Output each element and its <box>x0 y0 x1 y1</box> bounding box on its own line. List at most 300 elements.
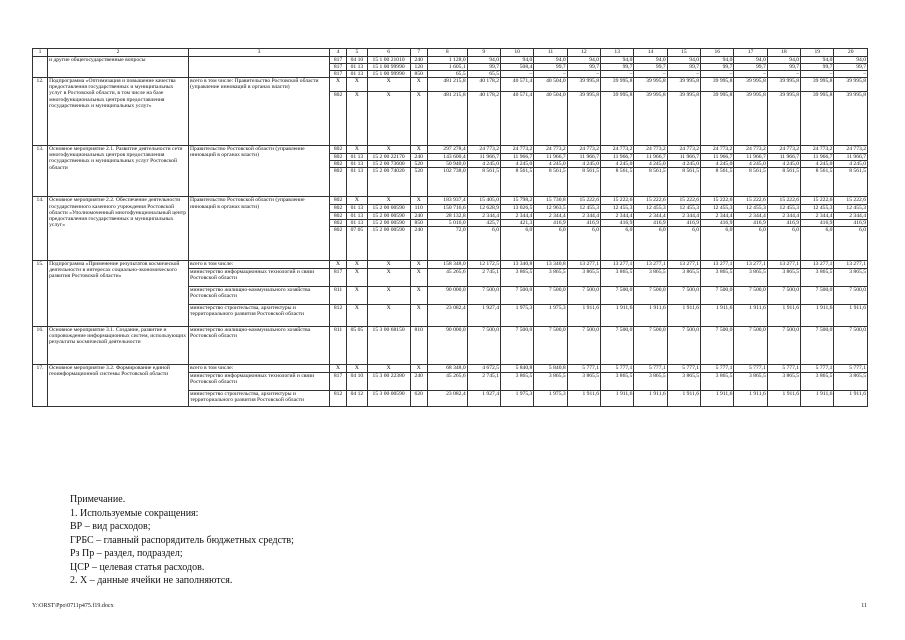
code-cell: X <box>329 260 346 268</box>
responsible-executor: министерство жилищно-коммунального хозяйства Ростовской области <box>189 326 330 364</box>
header-cell: 16 <box>701 49 734 57</box>
responsible-executor: всего в том числе: <box>189 260 330 268</box>
amount-cell: 2 344,4 <box>767 212 800 219</box>
amount-cell: 6,0 <box>667 226 700 260</box>
amount-cell: 39 995,8 <box>667 78 700 92</box>
amount-cell: 13 277,1 <box>834 260 868 268</box>
amount-cell: 8 561,5 <box>834 168 868 197</box>
amount-cell: 90 000,0 <box>427 326 467 364</box>
amount-cell: 3 865,5 <box>734 268 767 286</box>
header-cell: 2 <box>48 49 189 57</box>
amount-cell: 72,0 <box>427 226 467 260</box>
header-cell: 17 <box>734 49 767 57</box>
amount-cell: 90 000,0 <box>427 286 467 304</box>
amount-cell: 425,7 <box>467 219 500 226</box>
amount-cell: 13 277,1 <box>701 260 734 268</box>
amount-cell: 158 348,0 <box>427 260 467 268</box>
amount-cell: 94,0 <box>801 57 834 64</box>
code-cell: X <box>410 197 427 205</box>
row-number: 15. <box>33 260 48 326</box>
code-cell: X <box>367 260 410 268</box>
code-cell: 802 <box>329 219 346 226</box>
amount-cell: 65,5 <box>467 71 500 78</box>
notes-title: Примечание. <box>70 494 126 505</box>
amount-cell: 11 966,7 <box>834 154 868 161</box>
amount-cell: 99,7 <box>767 64 800 71</box>
amount-cell: 416,9 <box>667 219 700 226</box>
code-cell: X <box>347 268 367 286</box>
code-cell: 04 10 <box>347 372 367 390</box>
code-cell: 15 3 00 22380 <box>367 372 410 390</box>
amount-cell: 5 840,8 <box>501 364 534 372</box>
note-line: 2. Х – данные ячейки не заполняются. <box>70 575 233 586</box>
amount-cell: 7 500,0 <box>567 286 600 304</box>
amount-cell: 1 927,4 <box>467 304 500 326</box>
amount-cell: 7 500,0 <box>534 286 567 304</box>
amount-cell: – <box>767 71 800 78</box>
amount-cell: 11 966,7 <box>601 154 634 161</box>
header-cell: 6 <box>367 49 410 57</box>
notes-block <box>70 493 294 588</box>
amount-cell: 11 966,7 <box>567 154 600 161</box>
amount-cell: 8 561,5 <box>534 168 567 197</box>
amount-cell: 7 500,0 <box>667 286 700 304</box>
amount-cell: 40 571,4 <box>501 78 534 92</box>
amount-cell: 8 561,5 <box>567 168 600 197</box>
responsible-executor: Правительство Ростовской области (управление инноваций в органах власти) <box>189 146 330 197</box>
amount-cell: 1 975,3 <box>534 304 567 326</box>
amount-cell: 50 940,0 <box>427 161 467 168</box>
amount-cell: 2 344,4 <box>834 212 868 219</box>
amount-cell: 1 911,6 <box>667 390 700 406</box>
amount-cell: 99,7 <box>467 64 500 71</box>
header-cell: 13 <box>601 49 634 57</box>
amount-cell: 40 571,4 <box>501 92 534 146</box>
amount-cell: 15 222,6 <box>734 197 767 205</box>
code-cell: X <box>367 92 410 146</box>
amount-cell: 65,5 <box>427 71 467 78</box>
amount-cell: 6,0 <box>734 226 767 260</box>
amount-cell: 2 344,4 <box>801 212 834 219</box>
amount-cell: 416,9 <box>767 219 800 226</box>
header-cell: 9 <box>467 49 500 57</box>
row-number <box>33 57 48 78</box>
amount-cell: 11 966,7 <box>801 154 834 161</box>
amount-cell: – <box>534 71 567 78</box>
code-cell: 01 13 <box>347 205 367 212</box>
code-cell: X <box>367 286 410 304</box>
header-row <box>33 49 868 57</box>
code-cell: X <box>367 364 410 372</box>
code-cell: 15 2 00 74020 <box>367 168 410 197</box>
code-cell: 120 <box>410 64 427 71</box>
amount-cell: 13 340,8 <box>534 260 567 268</box>
amount-cell: 39 995,8 <box>801 78 834 92</box>
amount-cell: – <box>701 71 734 78</box>
amount-cell: 1 605,1 <box>427 64 467 71</box>
code-cell: 15 2 00 00590 <box>367 212 410 219</box>
code-cell: 802 <box>329 146 346 154</box>
amount-cell: 24 773,2 <box>534 146 567 154</box>
amount-cell: 7 500,0 <box>501 286 534 304</box>
amount-cell: 5 777,1 <box>767 364 800 372</box>
code-cell: 520 <box>410 168 427 197</box>
amount-cell: 94,0 <box>601 57 634 64</box>
code-cell: 812 <box>329 390 346 406</box>
amount-cell: 94,0 <box>634 57 667 64</box>
code-cell: X <box>410 286 427 304</box>
amount-cell: 3 865,5 <box>634 372 667 390</box>
amount-cell: 15 405,0 <box>467 197 500 205</box>
amount-cell: 7 500,0 <box>667 326 700 364</box>
amount-cell: 4 245,0 <box>701 161 734 168</box>
amount-cell: 481 215,8 <box>427 92 467 146</box>
amount-cell: 15 222,6 <box>667 197 700 205</box>
responsible-executor: министерство строительства, архитектуры и территориального развития Ростовской области <box>189 304 330 326</box>
amount-cell: 5 016,0 <box>427 219 467 226</box>
amount-cell: 1 911,6 <box>767 304 800 326</box>
code-cell: 817 <box>329 71 346 78</box>
amount-cell: – <box>734 71 767 78</box>
code-cell: 15 2 00 00590 <box>367 226 410 260</box>
code-cell: 240 <box>410 372 427 390</box>
code-cell: 04 12 <box>347 390 367 406</box>
amount-cell: 12 963,5 <box>534 205 567 212</box>
amount-cell: 7 500,0 <box>701 286 734 304</box>
amount-cell: 15 222,6 <box>767 197 800 205</box>
amount-cell: 8 561,5 <box>767 168 800 197</box>
amount-cell: 39 995,8 <box>834 92 868 146</box>
amount-cell: 7 500,0 <box>834 326 868 364</box>
amount-cell: 94,0 <box>467 57 500 64</box>
note-line: 1. Используемые сокращения: <box>70 507 199 519</box>
code-cell: 817 <box>329 64 346 71</box>
amount-cell: 416,9 <box>534 219 567 226</box>
amount-cell: 45 265,6 <box>427 372 467 390</box>
code-cell: 812 <box>329 304 346 326</box>
amount-cell: 1 911,6 <box>634 304 667 326</box>
amount-cell: 8 561,5 <box>501 168 534 197</box>
code-cell: X <box>347 364 367 372</box>
amount-cell: 39 995,8 <box>667 92 700 146</box>
amount-cell: 15 222,6 <box>801 197 834 205</box>
header-cell: 4 <box>329 49 346 57</box>
amount-cell: – <box>801 71 834 78</box>
amount-cell: 4 245,0 <box>801 161 834 168</box>
header-cell: 19 <box>801 49 834 57</box>
amount-cell: 143 600,4 <box>427 154 467 161</box>
measure-name: Основное мероприятие 2.1. Развитие деятельности сети многофункциональных центров предоставления государственных и муниципальных услуг Ростовской области <box>48 146 189 197</box>
amount-cell: 7 500,0 <box>734 286 767 304</box>
amount-cell: 8 561,5 <box>667 168 700 197</box>
amount-cell: 3 865,5 <box>834 268 868 286</box>
header-cell: 14 <box>634 49 667 57</box>
amount-cell: 13 277,1 <box>634 260 667 268</box>
amount-cell: 5 777,1 <box>601 364 634 372</box>
amount-cell: 94,0 <box>667 57 700 64</box>
amount-cell: 24 773,2 <box>601 146 634 154</box>
amount-cell: 13 277,1 <box>601 260 634 268</box>
amount-cell: 7 500,0 <box>801 326 834 364</box>
amount-cell: 15 798,2 <box>501 197 534 205</box>
row-number: 14. <box>33 197 48 260</box>
amount-cell: 24 773,2 <box>467 146 500 154</box>
code-cell: 811 <box>329 326 346 364</box>
amount-cell: 39 995,8 <box>767 78 800 92</box>
amount-cell: 99,7 <box>801 64 834 71</box>
amount-cell: 4 245,0 <box>767 161 800 168</box>
code-cell: 15 1 00 99990 <box>367 71 410 78</box>
budget-table <box>32 48 868 407</box>
amount-cell: 3 865,5 <box>501 372 534 390</box>
amount-cell: 1 911,6 <box>567 304 600 326</box>
amount-cell: 39 995,8 <box>801 92 834 146</box>
amount-cell: 1 975,3 <box>534 390 567 406</box>
footer-file-path: Y:\ORST\Ppo\0711p475.f19.docx <box>32 603 114 609</box>
amount-cell: 7 500,0 <box>734 326 767 364</box>
code-cell: 811 <box>329 286 346 304</box>
amount-cell: 13 277,1 <box>801 260 834 268</box>
amount-cell: 12 455,3 <box>834 205 868 212</box>
amount-cell: 6,0 <box>567 226 600 260</box>
amount-cell: 1 911,6 <box>634 390 667 406</box>
header-cell: 12 <box>567 49 600 57</box>
code-cell: 07 05 <box>347 226 367 260</box>
amount-cell: 1 911,6 <box>701 390 734 406</box>
amount-cell: 8 561,5 <box>734 168 767 197</box>
code-cell: X <box>367 268 410 286</box>
amount-cell: 1 911,6 <box>834 304 868 326</box>
amount-cell: 4 245,0 <box>567 161 600 168</box>
code-cell: 01 13 <box>347 212 367 219</box>
code-cell: 850 <box>410 71 427 78</box>
code-cell: 240 <box>410 212 427 219</box>
amount-cell: 6,0 <box>801 226 834 260</box>
amount-cell: 15 730,8 <box>534 197 567 205</box>
amount-cell: 6,0 <box>834 226 868 260</box>
amount-cell: – <box>601 71 634 78</box>
amount-cell: 7 500,0 <box>634 326 667 364</box>
amount-cell: 7 500,0 <box>501 326 534 364</box>
code-cell: X <box>347 197 367 205</box>
amount-cell: 13 277,1 <box>767 260 800 268</box>
note-line: Рз Пр – раздел, подраздел; <box>70 548 183 559</box>
amount-cell: 94,0 <box>534 57 567 64</box>
amount-cell: 8 561,5 <box>701 168 734 197</box>
amount-cell: 99,7 <box>601 64 634 71</box>
code-cell: 802 <box>329 92 346 146</box>
amount-cell: 3 865,5 <box>767 372 800 390</box>
amount-cell: 99,7 <box>701 64 734 71</box>
amount-cell: 1 911,6 <box>567 390 600 406</box>
measure-name: Основное мероприятие 3.2. Формирование единой геоинформационной системы Ростовской области <box>48 364 189 406</box>
code-cell: 05 05 <box>347 326 367 364</box>
amount-cell: 150 716,6 <box>427 205 467 212</box>
code-cell: 15 1 00 21010 <box>367 57 410 64</box>
measure-name: Подпрограмма «Оптимизация и повышение качества предоставления государственных и муниципальных услуг в Ростовской области, в том числе на базе многофункциональных центров предоставления государственных и муниципальных услуг» <box>48 78 189 146</box>
code-cell: X <box>347 304 367 326</box>
table-row <box>33 326 868 364</box>
amount-cell: 6,0 <box>634 226 667 260</box>
amount-cell: 416,9 <box>567 219 600 226</box>
amount-cell: 4 672,5 <box>467 364 500 372</box>
amount-cell: 1 911,6 <box>801 390 834 406</box>
amount-cell: 40 178,2 <box>467 78 500 92</box>
amount-cell: 99,7 <box>834 64 868 71</box>
amount-cell: 39 995,8 <box>734 78 767 92</box>
amount-cell: 1 911,6 <box>767 390 800 406</box>
amount-cell: 4 245,0 <box>601 161 634 168</box>
amount-cell: 13 277,1 <box>567 260 600 268</box>
code-cell: X <box>329 78 346 92</box>
amount-cell: 7 500,0 <box>801 286 834 304</box>
amount-cell: 6,0 <box>501 226 534 260</box>
amount-cell: 39 995,8 <box>634 78 667 92</box>
amount-cell: 94,0 <box>734 57 767 64</box>
amount-cell: 13 277,1 <box>734 260 767 268</box>
amount-cell: 12 455,3 <box>667 205 700 212</box>
amount-cell: 6,0 <box>534 226 567 260</box>
responsible-executor: министерство информационных технологий и связи Ростовской области <box>189 372 330 390</box>
amount-cell: 4 245,0 <box>734 161 767 168</box>
amount-cell: 12 455,3 <box>701 205 734 212</box>
amount-cell: 94,0 <box>767 57 800 64</box>
amount-cell: 7 500,0 <box>834 286 868 304</box>
amount-cell: 39 995,8 <box>834 78 868 92</box>
amount-cell: 24 773,2 <box>567 146 600 154</box>
amount-cell: 7 500,0 <box>634 286 667 304</box>
amount-cell: 12 172,5 <box>467 260 500 268</box>
amount-cell: 2 344,4 <box>634 212 667 219</box>
code-cell: X <box>367 78 410 92</box>
amount-cell: 3 865,5 <box>701 372 734 390</box>
amount-cell: 6,0 <box>467 226 500 260</box>
amount-cell: 94,0 <box>701 57 734 64</box>
measure-name: Подпрограмма «Применение результатов космической деятельности в интересах социально-экономического развития Ростовской области» <box>48 260 189 326</box>
code-cell: X <box>367 304 410 326</box>
amount-cell: 99,7 <box>667 64 700 71</box>
amount-cell: 7 500,0 <box>767 286 800 304</box>
amount-cell: 11 966,7 <box>534 154 567 161</box>
amount-cell: 4 245,0 <box>501 161 534 168</box>
header-cell: 1 <box>33 49 48 57</box>
amount-cell: 12 455,3 <box>767 205 800 212</box>
amount-cell: 3 865,5 <box>734 372 767 390</box>
amount-cell: 3 865,5 <box>801 372 834 390</box>
amount-cell: 416,9 <box>634 219 667 226</box>
code-cell: X <box>347 260 367 268</box>
code-cell: 802 <box>329 226 346 260</box>
amount-cell: 23 082,4 <box>427 304 467 326</box>
amount-cell: 12 455,3 <box>634 205 667 212</box>
amount-cell: 24 773,2 <box>767 146 800 154</box>
responsible-executor: всего в том числе: Правительство Ростовской области (управление инноваций в органах власти) <box>189 78 330 146</box>
amount-cell: 11 966,7 <box>734 154 767 161</box>
code-cell: 15 1 00 99990 <box>367 64 410 71</box>
amount-cell: 102 738,0 <box>427 168 467 197</box>
amount-cell: 3 865,5 <box>567 268 600 286</box>
code-cell: 850 <box>410 219 427 226</box>
table-row <box>33 364 868 372</box>
code-cell: 802 <box>329 205 346 212</box>
page-number: 11 <box>861 603 867 609</box>
amount-cell: 15 222,6 <box>834 197 868 205</box>
code-cell: 520 <box>410 161 427 168</box>
amount-cell: 13 340,8 <box>501 260 534 268</box>
amount-cell: 2 344,4 <box>567 212 600 219</box>
amount-cell: 11 966,7 <box>634 154 667 161</box>
code-cell: X <box>410 268 427 286</box>
amount-cell: 13 026,5 <box>501 205 534 212</box>
amount-cell: 3 865,5 <box>634 268 667 286</box>
code-cell: 802 <box>329 212 346 219</box>
amount-cell: 3 865,5 <box>701 268 734 286</box>
amount-cell: 5 777,1 <box>734 364 767 372</box>
amount-cell: 39 995,8 <box>567 78 600 92</box>
amount-cell: 7 500,0 <box>534 326 567 364</box>
amount-cell: 183 937,4 <box>427 197 467 205</box>
amount-cell: 7 500,0 <box>601 326 634 364</box>
code-cell: X <box>347 78 367 92</box>
amount-cell: – <box>501 71 534 78</box>
code-cell: X <box>410 304 427 326</box>
amount-cell: 481 215,8 <box>427 78 467 92</box>
amount-cell: 6,0 <box>701 226 734 260</box>
table-row <box>33 78 868 92</box>
amount-cell: 2 344,4 <box>701 212 734 219</box>
header-cell: 7 <box>410 49 427 57</box>
amount-cell: 11 966,7 <box>467 154 500 161</box>
amount-cell: 11 966,7 <box>701 154 734 161</box>
code-cell: 802 <box>329 161 346 168</box>
code-cell: 240 <box>410 154 427 161</box>
amount-cell: 3 865,5 <box>801 268 834 286</box>
code-cell: X <box>367 146 410 154</box>
amount-cell: 2 344,4 <box>667 212 700 219</box>
amount-cell: 1 911,6 <box>601 304 634 326</box>
code-cell: 01 13 <box>347 161 367 168</box>
row-number: 17. <box>33 364 48 406</box>
code-cell: 802 <box>329 154 346 161</box>
code-cell: 240 <box>410 226 427 260</box>
amount-cell: 3 865,5 <box>667 372 700 390</box>
amount-cell: 2 745,1 <box>467 372 500 390</box>
code-cell: X <box>410 92 427 146</box>
amount-cell: 15 222,6 <box>701 197 734 205</box>
amount-cell: 15 222,6 <box>634 197 667 205</box>
amount-cell: 28 132,8 <box>427 212 467 219</box>
code-cell: 802 <box>329 197 346 205</box>
amount-cell: 45 265,6 <box>427 268 467 286</box>
code-cell: X <box>329 364 346 372</box>
amount-cell: 3 865,5 <box>834 372 868 390</box>
amount-cell: 416,9 <box>801 219 834 226</box>
amount-cell: 39 995,8 <box>567 92 600 146</box>
amount-cell: 4 245,0 <box>534 161 567 168</box>
amount-cell: 5 777,1 <box>634 364 667 372</box>
amount-cell: 24 773,2 <box>634 146 667 154</box>
amount-cell: 1 911,6 <box>834 390 868 406</box>
amount-cell: 5 777,1 <box>834 364 868 372</box>
code-cell: 817 <box>329 57 346 64</box>
header-cell: 3 <box>189 49 330 57</box>
amount-cell: 8 561,5 <box>801 168 834 197</box>
amount-cell: 11 966,7 <box>667 154 700 161</box>
amount-cell: 1 975,3 <box>501 390 534 406</box>
amount-cell: 2 344,4 <box>467 212 500 219</box>
amount-cell: – <box>567 71 600 78</box>
header-cell: 15 <box>667 49 700 57</box>
